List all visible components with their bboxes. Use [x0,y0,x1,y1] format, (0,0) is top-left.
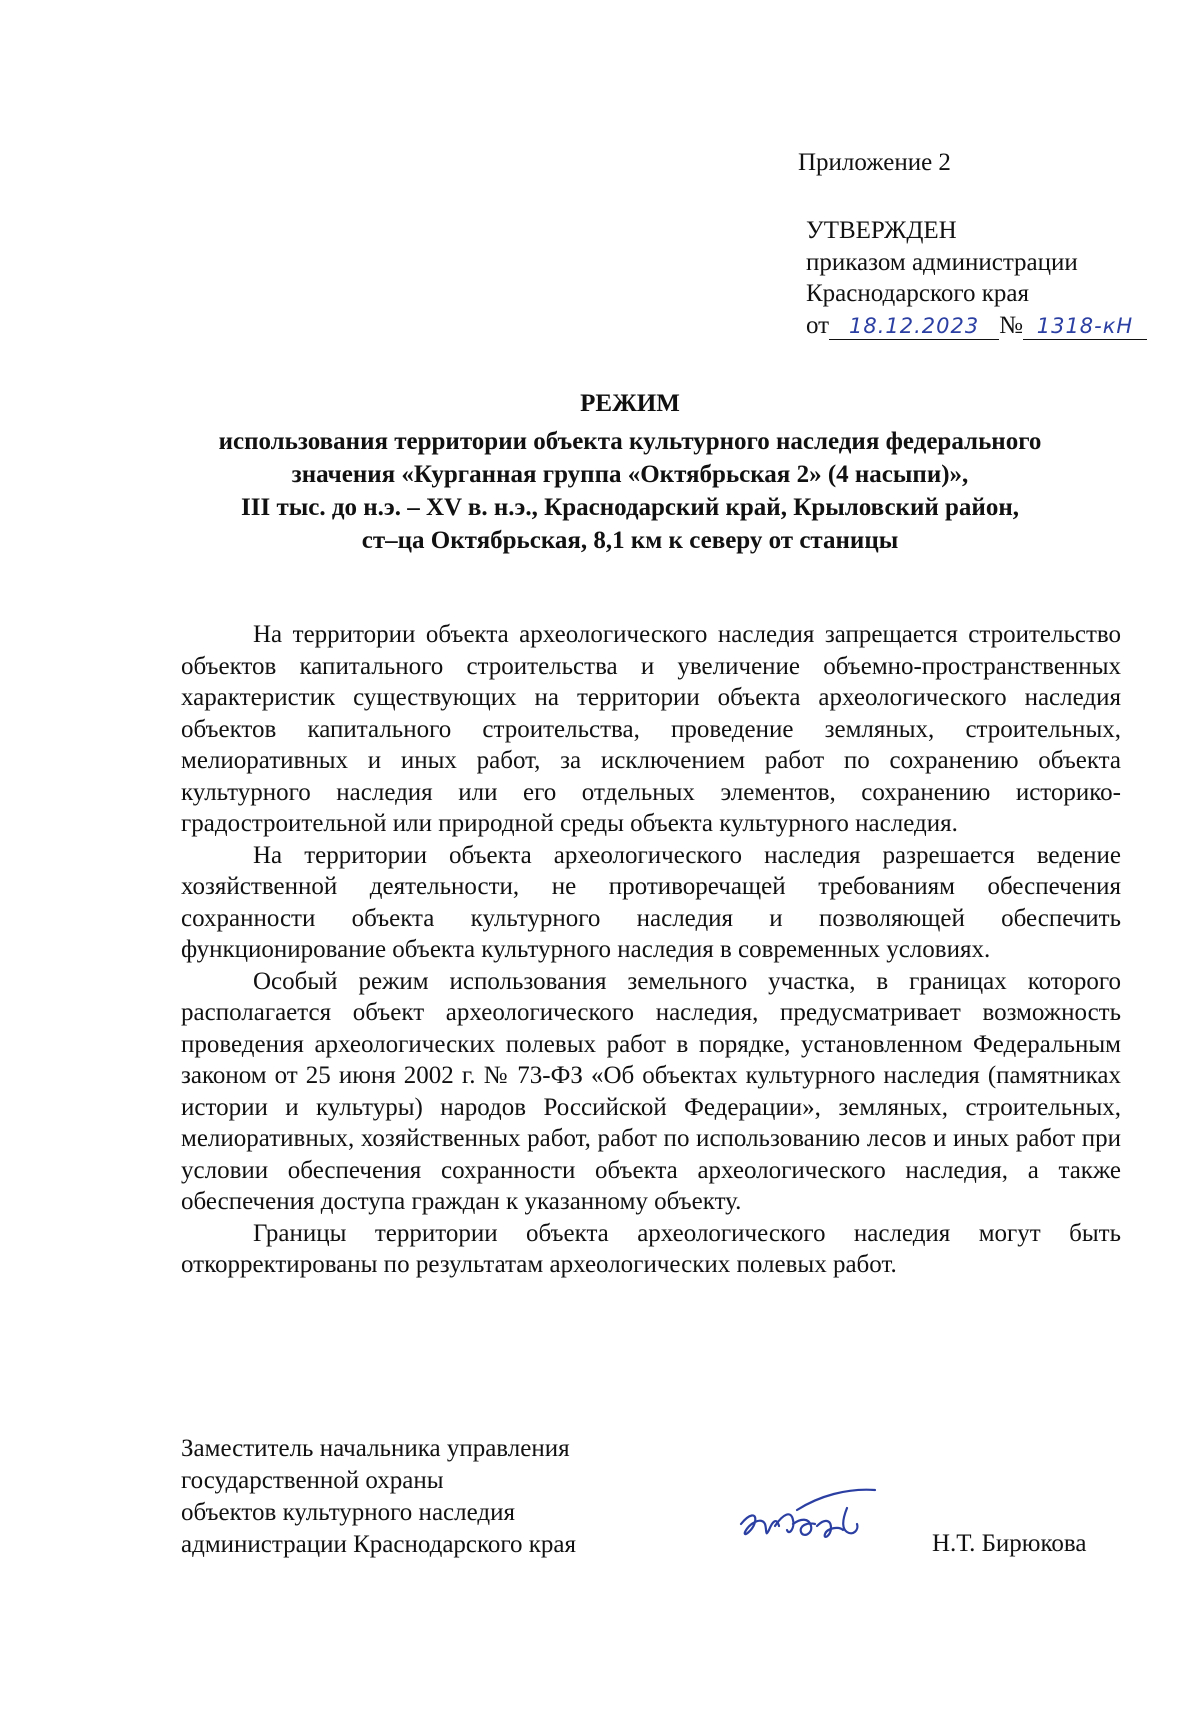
position-line: объектов культурного наследия [181,1499,515,1526]
number-prefix: № [999,311,1023,339]
signatory-position [181,1433,576,1561]
paragraph-boundaries: Границы территории объекта археологического наследия могут быть откорректированы по результатам археологических полевых работ. [181,1219,1121,1278]
position-line: Заместитель начальника управления [181,1435,570,1462]
approval-line-1: приказом администрации [806,248,1078,276]
handwritten-date: 18.12.2023 [829,313,999,340]
subtitle-line: значения «Курганная группа «Октябрьская 2» (4 насыпи)», [291,461,969,488]
document-subtitle [140,425,1120,557]
approval-line-2: Краснодарского края [806,280,1029,307]
approval-date-line [806,310,1147,342]
paragraph-special-regime: Особый режим использования земельного участка, в границах которого располагается объект археологического наследия, предусматривает возможность проведения археологических полевых работ в порядке, установленном Федеральным законом от 25 июня 2002 г. № 73-ФЗ «Об объектах культурного наследия (памятниках истории и культуры) народов Российской Федерации», земляных, строительных, мелиоративных, хозяйственных работ, работ по использованию лесов и иных работ при условии обеспечения сохранности объекта археологического наследия, а также обеспечения доступа граждан к указанному объекту. [181,967,1121,1215]
approved-heading: УТВЕРЖДЕН [806,217,957,244]
date-prefix: от [806,311,830,339]
subtitle-line: III тыс. до н.э. – XV в. н.э., Краснодарский край, Крыловский район, [241,494,1019,521]
paragraph-permitted-activity: На территории объекта археологического наследия разрешается ведение хозяйственной деятельности, не противоречащей требованиям обеспечения сохранности объекта культурного наследия и позволяющей обеспечить функционирование объекта культурного наследия в современных условиях. [181,841,1121,963]
subtitle-line: использования территории объекта культурного наследия федерального [218,428,1042,455]
appendix-label: Приложение 2 [798,149,951,176]
document-body [181,619,1121,1281]
approval-block [806,215,1147,341]
position-line: администрации Краснодарского края [181,1531,577,1558]
subtitle-line: ст–ца Октябрьская, 8,1 км к северу от станицы [361,527,899,554]
handwritten-signature [735,1480,885,1560]
document-title: РЕЖИМ [580,390,680,417]
handwritten-number: 1318-кН [1023,313,1147,340]
signatory-name: Н.Т. Бирюкова [932,1530,1087,1557]
paragraph-prohibitions: На территории объекта археологического наследия запрещается строительство объектов капитального строительства и увеличение объемно-пространственных характеристик существующих на территории объекта археологического наследия объектов капитального строительства, проведение земляных, строительных, мелиоративных и иных работ, за исключением работ по сохранению объекта культурного наследия или его отдельных элементов, сохранению историко-градостроительной или природной среды объекта культурного наследия. [181,621,1121,837]
position-line: государственной охраны [181,1467,444,1494]
